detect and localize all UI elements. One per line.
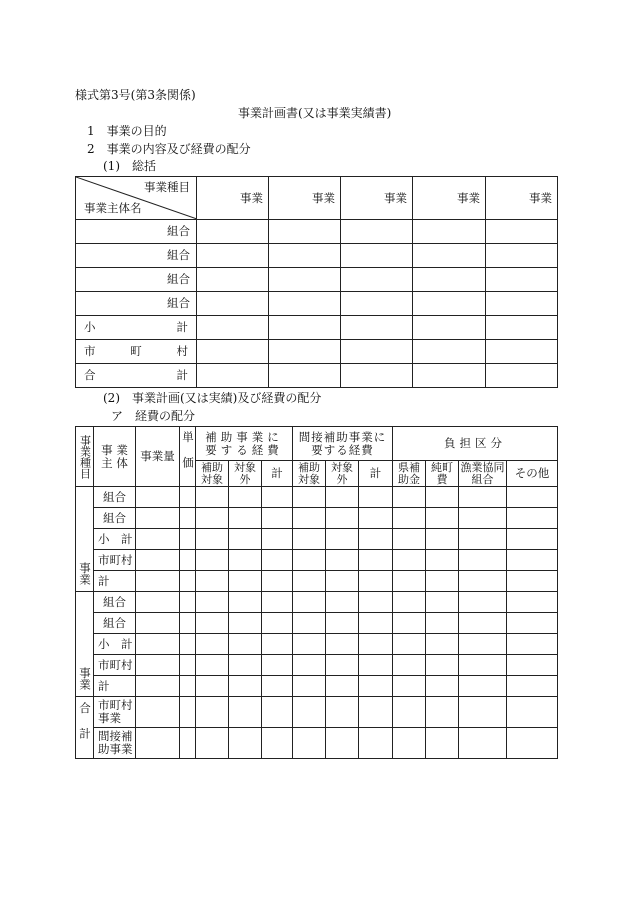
data-cell[interactable] — [326, 487, 359, 508]
data-cell[interactable] — [507, 508, 558, 529]
data-cell[interactable] — [326, 613, 359, 634]
data-cell[interactable] — [180, 508, 196, 529]
data-cell[interactable] — [359, 613, 393, 634]
table-row — [76, 508, 558, 529]
data-cell[interactable] — [293, 592, 326, 613]
data-cell[interactable] — [262, 529, 293, 550]
table-row — [76, 268, 558, 292]
block-label-cell — [76, 592, 94, 697]
municipality-label-b: 村 — [176, 344, 188, 358]
header-entity-text: 事 業 主 体 — [101, 442, 128, 470]
header-amount: 事業量 — [136, 427, 180, 487]
data-cell[interactable] — [359, 487, 393, 508]
table-row — [76, 244, 558, 268]
data-cell[interactable] — [426, 655, 459, 676]
data-cell[interactable] — [413, 364, 486, 388]
data-cell[interactable] — [507, 634, 558, 655]
section-plan: (2) 事業計画(又は実績)及び経費の配分 — [103, 391, 322, 405]
data-cell[interactable] — [507, 697, 558, 728]
header-indirect-target: 補助対象 — [293, 461, 326, 487]
data-cell[interactable] — [413, 292, 486, 316]
data-cell[interactable] — [393, 571, 426, 592]
data-cell[interactable] — [197, 364, 269, 388]
data-cell[interactable] — [229, 550, 262, 571]
data-cell[interactable] — [293, 728, 326, 759]
header-non-target: 対象外 — [229, 461, 262, 487]
data-cell[interactable] — [507, 728, 558, 759]
grand-total-label-cell — [76, 697, 94, 759]
data-cell[interactable] — [393, 613, 426, 634]
data-cell[interactable] — [413, 220, 486, 244]
data-cell[interactable] — [459, 634, 507, 655]
data-cell[interactable] — [262, 676, 293, 697]
form-number: 様式第3号(第3条関係) — [75, 88, 196, 102]
data-cell[interactable] — [136, 487, 180, 508]
data-cell[interactable] — [359, 728, 393, 759]
data-cell[interactable] — [229, 634, 262, 655]
data-cell[interactable] — [326, 508, 359, 529]
row-label: 小 計 — [94, 634, 136, 655]
header-subsidy-group: 補助事業に要する経費 — [205, 429, 283, 457]
header-unit-price: 単価 — [181, 431, 195, 482]
data-cell[interactable] — [359, 592, 393, 613]
municipality-label-cell — [76, 340, 197, 364]
data-cell[interactable] — [393, 728, 426, 759]
data-cell[interactable] — [507, 571, 558, 592]
data-cell[interactable] — [293, 550, 326, 571]
data-cell[interactable] — [229, 571, 262, 592]
data-cell[interactable] — [229, 529, 262, 550]
subtotal-label-a: 小 — [84, 320, 96, 334]
data-cell[interactable] — [413, 244, 486, 268]
data-cell[interactable] — [426, 613, 459, 634]
row-label: 市町村事業 — [94, 697, 136, 728]
data-cell[interactable] — [459, 571, 507, 592]
data-cell[interactable] — [459, 728, 507, 759]
data-cell[interactable] — [293, 655, 326, 676]
header-subsidy-target: 補助対象 — [196, 461, 229, 487]
total-label-a: 合 — [84, 368, 96, 382]
data-cell[interactable] — [486, 340, 558, 364]
data-cell[interactable] — [341, 292, 413, 316]
data-cell[interactable] — [196, 529, 229, 550]
block-label-cell — [76, 487, 94, 592]
row-label: 市町村 — [94, 655, 136, 676]
data-cell[interactable] — [426, 487, 459, 508]
data-cell[interactable] — [180, 634, 196, 655]
data-cell[interactable] — [269, 340, 341, 364]
data-cell[interactable] — [180, 655, 196, 676]
data-cell[interactable] — [229, 508, 262, 529]
data-cell[interactable] — [426, 529, 459, 550]
data-cell[interactable] — [180, 676, 196, 697]
data-cell[interactable] — [426, 592, 459, 613]
data-cell[interactable] — [269, 364, 341, 388]
summary-header-row — [76, 177, 558, 220]
data-cell[interactable] — [426, 728, 459, 759]
document-title: 事業計画書(又は事業実績書) — [238, 106, 392, 120]
data-cell[interactable] — [293, 634, 326, 655]
header-entity — [94, 427, 136, 487]
data-cell[interactable] — [393, 508, 426, 529]
table-row — [76, 571, 558, 592]
data-cell[interactable] — [197, 340, 269, 364]
data-cell[interactable] — [507, 487, 558, 508]
data-cell[interactable] — [507, 592, 558, 613]
data-cell[interactable] — [459, 592, 507, 613]
header-indirect-group: 間接補助事業に要する経費 — [298, 429, 387, 457]
block-label: 事業 — [78, 562, 92, 585]
header-indirect-non-target: 対象外 — [326, 461, 359, 487]
data-cell[interactable] — [269, 316, 341, 340]
data-cell[interactable] — [196, 676, 229, 697]
data-cell[interactable] — [136, 634, 180, 655]
data-cell[interactable] — [136, 613, 180, 634]
data-cell[interactable] — [136, 508, 180, 529]
data-cell[interactable] — [136, 676, 180, 697]
header-unit-price-cell — [180, 427, 196, 487]
data-cell[interactable] — [507, 655, 558, 676]
row-label: 組合 — [94, 487, 136, 508]
data-cell[interactable] — [136, 550, 180, 571]
data-cell[interactable] — [341, 364, 413, 388]
data-cell[interactable] — [196, 655, 229, 676]
data-cell[interactable] — [262, 613, 293, 634]
header-burden-group: 負担区分 — [393, 427, 558, 461]
row-label: 組合 — [94, 508, 136, 529]
data-cell[interactable] — [326, 728, 359, 759]
data-cell[interactable] — [341, 244, 413, 268]
data-cell[interactable] — [393, 529, 426, 550]
data-cell[interactable] — [262, 571, 293, 592]
data-cell[interactable] — [426, 676, 459, 697]
data-cell[interactable] — [262, 487, 293, 508]
table-row — [76, 676, 558, 697]
row-label: 小 計 — [94, 529, 136, 550]
data-cell[interactable] — [393, 676, 426, 697]
data-cell[interactable] — [459, 487, 507, 508]
table-row — [76, 364, 558, 388]
total-label-cell — [76, 364, 197, 388]
data-cell[interactable] — [196, 634, 229, 655]
diagonal-header-cell — [76, 177, 197, 220]
data-cell[interactable] — [507, 550, 558, 571]
block-label: 事業 — [78, 667, 92, 690]
data-cell[interactable] — [197, 292, 269, 316]
section-expense: ア 経費の配分 — [111, 409, 196, 423]
data-cell[interactable] — [426, 697, 459, 728]
header-category-cell — [76, 427, 94, 487]
subtotal-label-b: 計 — [176, 320, 188, 334]
subtotal-label-cell — [76, 316, 197, 340]
data-cell[interactable] — [359, 697, 393, 728]
data-cell[interactable] — [359, 676, 393, 697]
data-cell[interactable] — [196, 571, 229, 592]
data-cell[interactable] — [180, 529, 196, 550]
data-cell[interactable] — [136, 529, 180, 550]
header-town-expense: 純町費 — [426, 461, 459, 487]
data-cell[interactable] — [269, 268, 341, 292]
header-prefecture-subsidy: 県補助金 — [393, 461, 426, 487]
data-cell[interactable] — [180, 487, 196, 508]
data-cell[interactable] — [486, 268, 558, 292]
section-content: 2 事業の内容及び経費の配分 — [87, 142, 251, 156]
column-header: 事業 — [486, 177, 558, 220]
data-cell[interactable] — [326, 697, 359, 728]
data-cell[interactable] — [326, 529, 359, 550]
data-cell[interactable] — [341, 340, 413, 364]
row-label: 組合 — [94, 613, 136, 634]
data-cell[interactable] — [359, 634, 393, 655]
data-cell[interactable] — [341, 268, 413, 292]
data-cell[interactable] — [507, 529, 558, 550]
summary-table — [75, 176, 558, 388]
data-cell[interactable] — [229, 655, 262, 676]
data-cell[interactable] — [459, 676, 507, 697]
table-row — [76, 592, 558, 613]
data-cell[interactable] — [413, 340, 486, 364]
data-cell[interactable] — [293, 697, 326, 728]
data-cell[interactable] — [507, 676, 558, 697]
data-cell[interactable] — [359, 655, 393, 676]
data-cell[interactable] — [393, 655, 426, 676]
data-cell[interactable] — [426, 550, 459, 571]
data-cell[interactable] — [459, 697, 507, 728]
data-cell[interactable] — [180, 697, 196, 728]
table-row — [76, 292, 558, 316]
table-row — [76, 728, 558, 759]
data-cell[interactable] — [293, 613, 326, 634]
header-total: 計 — [262, 461, 293, 487]
table-row — [76, 316, 558, 340]
data-cell[interactable] — [326, 550, 359, 571]
data-cell[interactable] — [262, 508, 293, 529]
data-cell[interactable] — [426, 571, 459, 592]
data-cell[interactable] — [180, 550, 196, 571]
column-header: 事業 — [413, 177, 486, 220]
column-header: 事業 — [269, 177, 341, 220]
row-label: 組合 — [76, 268, 197, 292]
header-indirect-total: 計 — [359, 461, 393, 487]
municipality-label-m: 町 — [130, 344, 142, 358]
row-label: 間接補助事業 — [94, 728, 136, 759]
data-cell[interactable] — [359, 508, 393, 529]
data-cell[interactable] — [262, 550, 293, 571]
data-cell[interactable] — [341, 316, 413, 340]
data-cell[interactable] — [326, 676, 359, 697]
expense-allocation-table — [75, 426, 558, 759]
data-cell[interactable] — [413, 268, 486, 292]
data-cell[interactable] — [326, 592, 359, 613]
data-cell[interactable] — [197, 244, 269, 268]
table-row — [76, 634, 558, 655]
data-cell[interactable] — [426, 508, 459, 529]
data-cell[interactable] — [229, 728, 262, 759]
data-cell[interactable] — [269, 292, 341, 316]
table-row — [76, 697, 558, 728]
row-label: 組合 — [94, 592, 136, 613]
data-cell[interactable] — [459, 550, 507, 571]
data-cell[interactable] — [293, 676, 326, 697]
data-cell[interactable] — [486, 364, 558, 388]
row-label: 組合 — [76, 220, 197, 244]
data-cell[interactable] — [393, 487, 426, 508]
data-cell[interactable] — [136, 655, 180, 676]
data-cell[interactable] — [393, 634, 426, 655]
row-label: 計 — [94, 676, 136, 697]
data-cell[interactable] — [393, 697, 426, 728]
data-cell[interactable] — [293, 529, 326, 550]
data-cell[interactable] — [293, 487, 326, 508]
header-fishery-coop: 漁業協同組合 — [460, 460, 505, 486]
data-cell[interactable] — [326, 571, 359, 592]
data-cell[interactable] — [196, 508, 229, 529]
column-header: 事業 — [197, 177, 269, 220]
data-cell[interactable] — [269, 244, 341, 268]
table-row — [76, 655, 558, 676]
table-row — [76, 613, 558, 634]
municipality-label-a: 市 — [84, 344, 96, 358]
data-cell[interactable] — [180, 571, 196, 592]
header-indirect-group-cell — [293, 427, 393, 461]
data-cell[interactable] — [269, 220, 341, 244]
data-cell[interactable] — [196, 728, 229, 759]
row-label: 計 — [94, 571, 136, 592]
data-cell[interactable] — [180, 592, 196, 613]
data-cell[interactable] — [459, 655, 507, 676]
header-entity-label: 事業主体名 — [84, 201, 142, 215]
data-cell[interactable] — [507, 613, 558, 634]
header-other: その他 — [507, 461, 558, 487]
data-cell[interactable] — [262, 634, 293, 655]
data-cell[interactable] — [229, 592, 262, 613]
data-cell[interactable] — [262, 592, 293, 613]
data-cell[interactable] — [486, 220, 558, 244]
data-cell[interactable] — [229, 613, 262, 634]
data-cell[interactable] — [359, 571, 393, 592]
data-cell[interactable] — [136, 697, 180, 728]
header-row-1 — [76, 427, 558, 461]
data-cell[interactable] — [293, 571, 326, 592]
data-cell[interactable] — [486, 316, 558, 340]
data-cell[interactable] — [413, 316, 486, 340]
data-cell[interactable] — [262, 655, 293, 676]
data-cell[interactable] — [459, 613, 507, 634]
data-cell[interactable] — [293, 508, 326, 529]
data-cell[interactable] — [326, 634, 359, 655]
data-cell[interactable] — [359, 550, 393, 571]
data-cell[interactable] — [196, 613, 229, 634]
total-label-b: 計 — [176, 368, 188, 382]
table-row — [76, 220, 558, 244]
table-row — [76, 529, 558, 550]
row-label: 組合 — [76, 244, 197, 268]
data-cell[interactable] — [262, 697, 293, 728]
section-summary: (1) 総括 — [103, 159, 156, 173]
data-cell[interactable] — [180, 613, 196, 634]
table-row — [76, 487, 558, 508]
data-cell[interactable] — [459, 529, 507, 550]
section-purpose: 1 事業の目的 — [87, 124, 167, 138]
data-cell[interactable] — [197, 316, 269, 340]
data-cell[interactable] — [197, 268, 269, 292]
data-cell[interactable] — [426, 634, 459, 655]
data-cell[interactable] — [229, 487, 262, 508]
data-cell[interactable] — [486, 244, 558, 268]
data-cell[interactable] — [180, 728, 196, 759]
data-cell[interactable] — [197, 220, 269, 244]
header-subsidy-group-cell — [196, 427, 293, 461]
data-cell[interactable] — [196, 592, 229, 613]
data-cell[interactable] — [136, 571, 180, 592]
table-row — [76, 550, 558, 571]
data-cell[interactable] — [196, 487, 229, 508]
row-label: 組合 — [76, 292, 197, 316]
data-cell[interactable] — [459, 508, 507, 529]
data-cell[interactable] — [229, 697, 262, 728]
data-cell[interactable] — [136, 592, 180, 613]
column-header: 事業 — [341, 177, 413, 220]
table-row — [76, 340, 558, 364]
data-cell[interactable] — [196, 697, 229, 728]
data-cell[interactable] — [341, 220, 413, 244]
data-cell[interactable] — [196, 550, 229, 571]
data-cell[interactable] — [136, 728, 180, 759]
data-cell[interactable] — [326, 655, 359, 676]
row-label: 市町村 — [94, 550, 136, 571]
grand-total-label: 合計 — [78, 702, 92, 753]
data-cell[interactable] — [359, 529, 393, 550]
data-cell[interactable] — [262, 728, 293, 759]
data-cell[interactable] — [229, 676, 262, 697]
data-cell[interactable] — [393, 550, 426, 571]
data-cell[interactable] — [486, 292, 558, 316]
data-cell[interactable] — [393, 592, 426, 613]
header-category: 事業種目 — [78, 434, 92, 479]
header-category-label: 事業種目 — [144, 180, 190, 194]
